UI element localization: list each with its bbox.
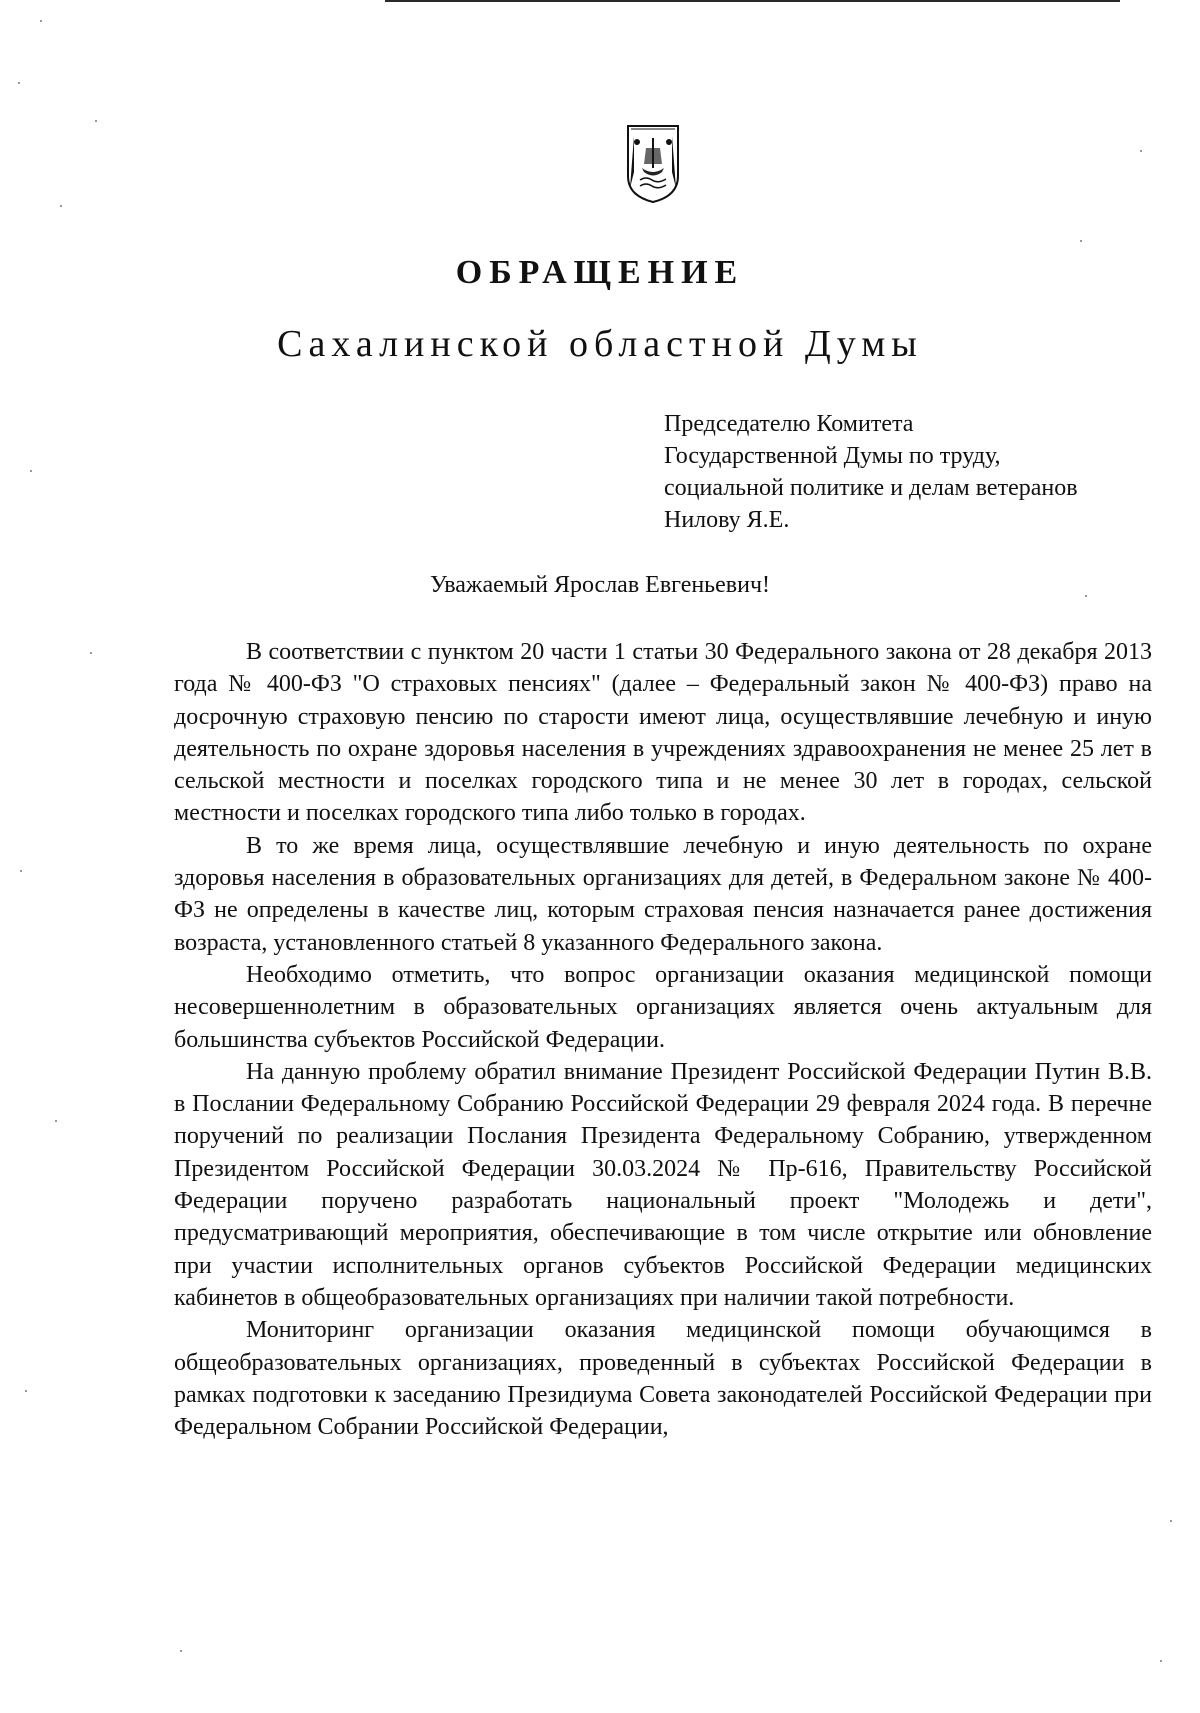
greeting: Уважаемый Ярослав Евгеньевич! [429, 572, 771, 598]
scan-speck [95, 120, 97, 122]
scan-speck [40, 20, 42, 22]
addressee-line: социальной политике и делам ветеранов [664, 475, 1078, 501]
addressee-name: Нилову Я.Е. [664, 507, 790, 533]
addressee-line: Государственной Думы по труду, [664, 443, 1001, 469]
addressee-block [664, 408, 1184, 536]
scan-speck [18, 82, 20, 84]
scan-top-edge-line [385, 0, 1120, 2]
scan-speck [60, 205, 62, 207]
body-paragraph: Необходимо отметить, что вопрос организации оказания медицинской помощи несовершеннолетним в образовательных организациях является очень актуальным для большинства субъектов Российской Федерации. [174, 961, 1152, 1053]
scan-speck [25, 1390, 27, 1392]
document-subtitle: Сахалинской областной Думы [277, 323, 923, 365]
scan-speck [180, 1650, 182, 1652]
scan-speck [1085, 595, 1087, 597]
scan-speck [1080, 240, 1082, 242]
document-title: ОБРАЩЕНИЕ [455, 254, 745, 291]
scan-speck [1160, 1660, 1162, 1662]
scan-speck [55, 1120, 57, 1122]
scan-speck [1140, 150, 1142, 152]
body-paragraph: На данную проблему обратил внимание Президент Российской Федерации Путин В.В. в Послании Федеральному Собранию Российской Федерации 29 февраля 2024 года. В перечне поручений по реализации Послания Президента Федеральному Собранию, утвержденном Президентом Российской Федерации 30.03.2024 № Пр-616, Правительству Российской Федерации поручено разработать национальный проект "Молодежь и дети", предусматривающий мероприятия, обеспечивающие в том числе открытие или обновление при участии исполнительных органов субъектов Российской Федерации медицинских кабинетов в общеобразовательных организациях при наличии такой потребности. [174, 1058, 1152, 1311]
scan-speck [30, 470, 32, 472]
coat-of-arms-emblem [626, 124, 680, 204]
scan-speck [1170, 1520, 1172, 1522]
body-paragraph: В соответствии с пунктом 20 части 1 статьи 30 Федерального закона от 28 декабря 2013 года № 400-ФЗ "О страховых пенсиях" (далее – Федеральный закон № 400-ФЗ) право на досрочную страховую пенсию по старости имеют лица, осуществлявшие лечебную и иную деятельность по охране здоровья населения в учреждениях здравоохранения не менее 25 лет в сельской местности и поселках городского типа и не менее 30 лет в городах, сельской местности и поселках городского типа либо только в городах. [174, 639, 1152, 827]
body-paragraph: Мониторинг организации оказания медицинской помощи обучающимся в общеобразовательных организациях, проведенный в субъектах Российской Федерации в рамках подготовки к заседанию Президиума Совета законодателей Российской Федерации при Федеральном Собрании Российской Федерации, [174, 1317, 1152, 1441]
letter-body [174, 636, 1152, 1443]
scan-speck [90, 652, 92, 654]
scan-speck [20, 870, 22, 872]
body-paragraph: В то же время лица, осуществлявшие лечебную и иную деятельность по охране здоровья населения в образовательных организациях для детей, в Федеральном законе № 400-ФЗ не определены в качестве лиц, которым страховая пенсия назначается ранее достижения возраста, установленного статьей 8 указанного Федерального закона. [174, 832, 1152, 956]
addressee-line: Председателю Комитета [664, 411, 914, 437]
